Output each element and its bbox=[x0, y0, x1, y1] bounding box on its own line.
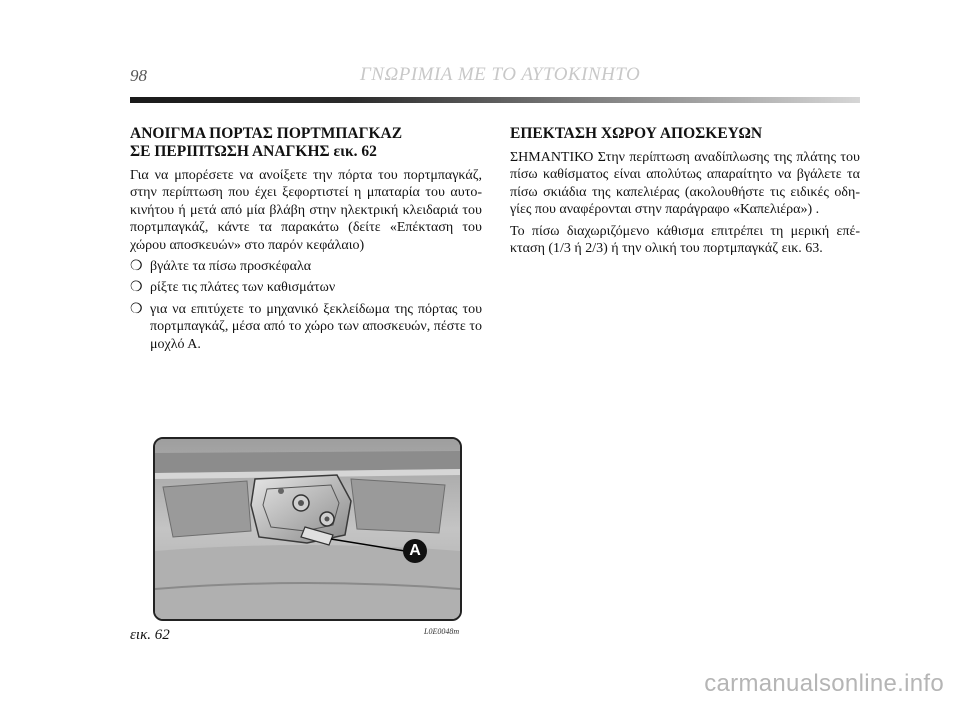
section-title-emergency-opening bbox=[130, 125, 482, 161]
figure-trunk-lock bbox=[153, 437, 462, 621]
bullet-icon: ❍ bbox=[130, 259, 143, 275]
list-item-text: για να επιτύχετε το μηχανικό ξεκλείδωμα της πόρτας του πορτμπαγκάζ, μέσα από το χώρο των αποσκευών, πέστε το μοχλό Α. bbox=[150, 301, 482, 352]
section-title-luggage-extension: ΕΠΕΚΤΑΣΗ ΧΩΡΟΥ ΑΠΟΣΚΕΥΩΝ bbox=[510, 125, 763, 142]
right-column bbox=[510, 125, 860, 261]
title-line-1: ΑΝΟΙΓΜΑ ΠΟΡΤΑΣ ΠΟΡΤΜΠΑΓΚΑΖ bbox=[130, 125, 403, 142]
title-line-2 bbox=[130, 143, 482, 161]
intro-paragraph: Για να μπορέσετε να ανοίξετε την πόρτα του πορτμπαγκάζ, στην περίπτωση που έχει ξεφορτιστεί η μπαταρία του αυτο-κινήτου ή μετά από μία βλάβη στην ηλεκτρική κλειδαριά του πορτμπαγκάζ, κάντε τα παρακάτω (δείτε «Επέκταση του χώρου αποσκευών» στο παρόν κεφάλαιο) bbox=[130, 168, 482, 253]
list-item-text: ρίξτε τις πλάτες των καθισμάτων bbox=[150, 280, 336, 296]
left-column bbox=[130, 125, 482, 357]
list-item bbox=[130, 258, 482, 275]
list-item-text: βγάλτε τα πίσω προσκέφαλα bbox=[150, 259, 312, 275]
title-line-2-text: ΣΕ ΠΕΡΙΠΤΩΣΗ ΑΝΑΓΚΗΣ bbox=[130, 143, 330, 160]
trunk-lock-illustration bbox=[155, 439, 460, 619]
page-number: 98 bbox=[130, 66, 147, 85]
list-item bbox=[130, 279, 482, 296]
bullet-icon: ❍ bbox=[130, 280, 143, 296]
running-title: ΓΝΩΡΙΜΙΑ ΜΕ ΤΟ ΑΥΤΟΚΙΝΗΤΟ bbox=[360, 64, 641, 85]
list-item bbox=[130, 301, 482, 353]
callout-A-badge bbox=[403, 539, 427, 563]
figure-caption: εικ. 62 bbox=[130, 627, 170, 643]
figure-reference: εικ. 62 bbox=[333, 143, 377, 160]
callout-A-label: A bbox=[409, 542, 421, 559]
figure-code: L0E0048m bbox=[424, 627, 460, 636]
watermark: carmanualsonline.info bbox=[704, 670, 944, 697]
bullet-icon: ❍ bbox=[130, 301, 143, 317]
note-paragraph: ΣΗΜΑΝΤΙΚΟ Στην περίπτωση αναδίπλωσης της πλάτης του πίσω καθίσματος είναι απολύτως απαραίτητο να βγάλετε τα πίσω σκιάδια της καπελιέρας (ακολουθήστε τις ειδικές οδη-γίες που αναφέρονται στην παράγραφο «Καπελιέρα») . bbox=[510, 150, 860, 218]
seat-paragraph: Το πίσω διαχωριζόμενο κάθισμα επιτρέπει τη μερική επέ-κταση (1/3 ή 2/3) ή την ολική του πορτμπαγκάζ εικ. 63. bbox=[510, 223, 860, 257]
header-rule bbox=[130, 97, 860, 103]
